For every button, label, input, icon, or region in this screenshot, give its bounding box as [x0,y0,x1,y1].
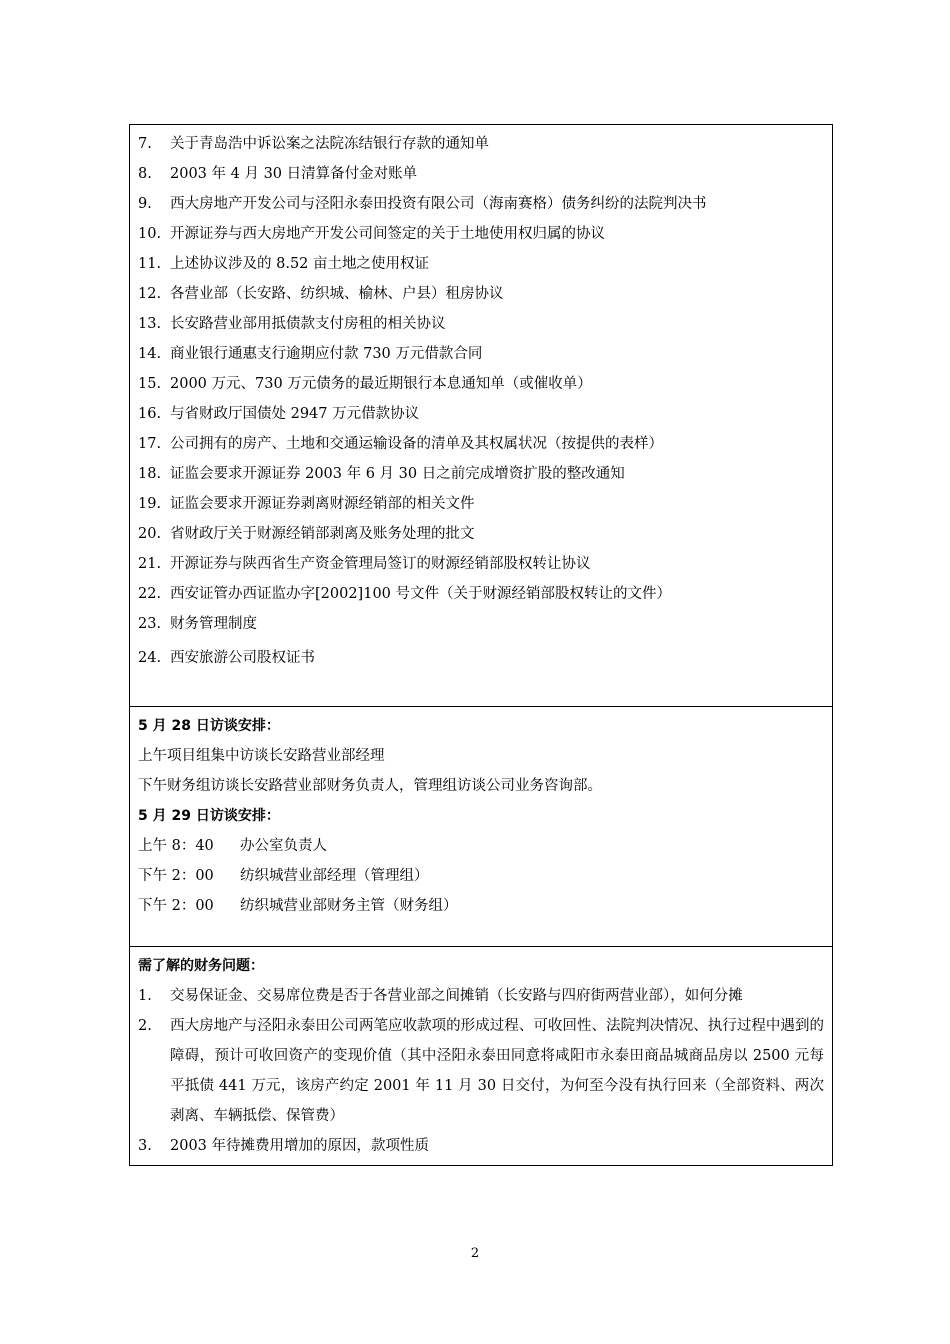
list-item: 21. 开源证券与陕西省生产资金管理局签订的财源经销部股权转让协议 [138,556,591,572]
day1-line: 下午财务组访谈长安路营业部财务负责人，管理组访谈公司业务咨询部。 [138,778,602,794]
list-item: 16. 与省财政厅国债处 2947 万元借款协议 [138,406,420,422]
question-item: 2. 西大房地产与泾阳永泰田公司两笔应收款项的形成过程、可收回性、法院判决情况、执行过程中遇到的障碍，预计可收回资产的变现价值（其中泾阳永泰田同意将咸阳市永泰田商品城商品房以 2500 元每平抵债 441 万元，该房产约定 2001 年 11 月 30 日交付，为何至今没有执行回来（全部资料、两次剥离、车辆抵偿、保管费） [138,1018,824,1124]
page-number: 2 [470,1246,480,1261]
list-item: 15. 2000 万元、730 万元债务的最近期银行本息通知单（或催收单） [138,376,592,392]
list-item: 24. 西安旅游公司股权证书 [138,650,315,666]
list-item: 22. 西安证管办西证监办字[2002]100 号文件（关于财源经销部股权转让的文件） [138,586,671,602]
day1-line: 上午项目组集中访谈长安路营业部经理 [138,748,385,764]
list-item: 12. 各营业部（长安路、纺织城、榆林、户县）租房协议 [138,286,504,302]
day1-title: 5 月 28 日访谈安排： [138,718,280,734]
list-item: 17. 公司拥有的房产、土地和交通运输设备的清单及其权属状况（按提供的表样） [138,436,663,452]
list-item: 19. 证监会要求开源证券剥离财源经销部的相关文件 [138,496,475,512]
list-item: 23. 财务管理制度 [138,616,257,632]
day2-title: 5 月 29 日访谈安排： [138,808,280,824]
schedule-row: 下午 2：00 纺织城营业部经理（管理组） [138,868,429,884]
list-item: 20. 省财政厅关于财源经销部剥离及账务处理的批文 [138,526,475,542]
list-item: 14. 商业银行通惠支行逾期应付款 730 万元借款合同 [138,346,483,362]
list-item: 13. 长安路营业部用抵债款支付房租的相关协议 [138,316,446,332]
list-item: 10. 开源证券与西大房地产开发公司间签定的关于土地使用权归属的协议 [138,226,605,242]
question-item: 1. 交易保证金、交易席位费是否于各营业部之间摊销（长安路与四府街两营业部），如何分摊 [138,988,743,1004]
list-item: 8. 2003 年 4 月 30 日清算备付金对账单 [138,166,418,182]
question-item: 3. 2003 年待摊费用增加的原因，款项性质 [138,1138,430,1154]
schedule-row: 下午 2：00 纺织城营业部财务主管（财务组） [138,898,458,914]
finance-title: 需了解的财务问题： [138,958,264,974]
interview-schedule-section [130,707,832,947]
document-table [129,124,833,1166]
documents-list-section [130,125,832,707]
list-item: 18. 证监会要求开源证券 2003 年 6 月 30 日之前完成增资扩股的整改通知 [138,466,625,482]
list-item: 11. 上述协议涉及的 8.52 亩土地之使用权证 [138,256,430,272]
finance-questions-section [130,947,832,1165]
schedule-row: 上午 8：40 办公室负责人 [138,838,327,854]
list-item: 9. 西大房地产开发公司与泾阳永泰田投资有限公司（海南赛格）债务纠纷的法院判决书 [138,196,707,212]
list-item: 7. 关于青岛浩中诉讼案之法院冻结银行存款的通知单 [138,136,489,152]
